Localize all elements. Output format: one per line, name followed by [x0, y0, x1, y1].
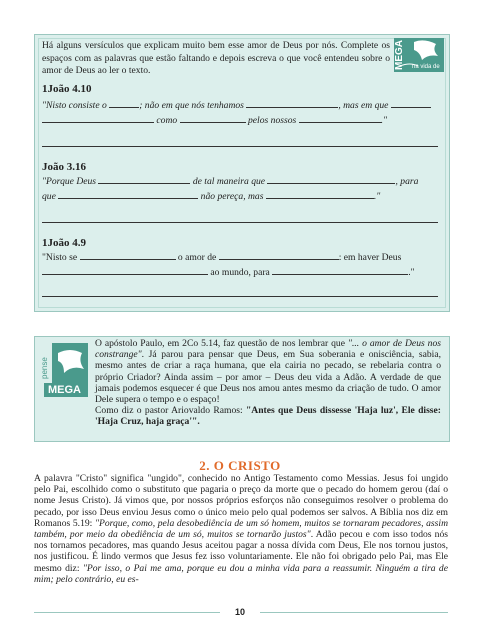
answer-line[interactable] — [42, 222, 438, 223]
blank[interactable] — [267, 174, 395, 184]
blank[interactable] — [246, 98, 338, 108]
answer-line[interactable] — [42, 146, 438, 147]
blank[interactable] — [58, 189, 198, 199]
mega-logo — [392, 36, 446, 74]
blank[interactable] — [391, 98, 431, 108]
exercise-title-1: 1João 4.10 — [42, 83, 92, 95]
mega-logo-word: MEGA — [394, 40, 405, 70]
blank[interactable] — [180, 113, 246, 123]
blank[interactable] — [109, 98, 139, 108]
mega-logo-sub: na vida de — [412, 64, 440, 70]
blank[interactable] — [98, 174, 190, 184]
blank[interactable] — [272, 265, 408, 275]
pense-label: pense — [40, 357, 49, 379]
intro-paragraph: Há alguns versículos que explicam muito bem esse amor de Deus por nós. Complete os espaços com as palavras que estão faltando e depois escreva o que você entendeu sobre o amor de Deus ao ler o texto. — [42, 40, 390, 77]
mega-label: MEGA — [48, 384, 81, 396]
exercise-title-3: 1João 4.9 — [42, 237, 86, 249]
exercise-text-2: "Porque Deus de tal maneira que , para que não pereça, mas ." — [42, 176, 419, 202]
page-number: 10 — [234, 607, 245, 617]
blank[interactable] — [299, 113, 381, 123]
section-title: 2. O CRISTO — [199, 458, 281, 473]
blank[interactable] — [266, 189, 374, 199]
exercise-text-3: "Nisto se o amor de : em haver Deus ao mundo, para ." — [42, 252, 415, 278]
pense-mega-logo — [40, 339, 90, 399]
answer-line[interactable] — [42, 296, 438, 297]
exercise-title-2: João 3.16 — [42, 161, 86, 173]
blank[interactable] — [80, 250, 176, 260]
reflection-text: O apóstolo Paulo, em 2Co 5.14, faz questão de nos lembrar que "... o amor de Deus nos constrange". Já parou para pensar que Deus, em Sua soberania e onisciência, sabia, mesmo antes de criar a raça humana, que ela cairia no pecado, se rebelaria contra o próprio Criador? Ainda assim – por amor – Deus deu vida a Adão. A verdade de que jamais podemos esquecer é que Deus nos amou antes mesmo da criação de tudo. O amor Dele supera o tempo e o espaço! Como diz o pastor Ariovaldo Ramos: "Antes que Deus dissesse 'Haja luz', Ele disse: 'Haja Cruz, haja graça'". — [95, 338, 441, 428]
blank[interactable] — [42, 265, 208, 275]
blank[interactable] — [42, 113, 154, 123]
body-paragraph: A palavra "Cristo" significa "ungido", conhecido no Antigo Testamento como Messias. Jesus foi ungido pelo Pai, escolhido como o substituto que pagaria o preço da morte que o pecado do homem gerou (daí o nome Jesus Cristo). Já vimos que, por nossos próprios esforços não conseguimos resolver o problema do pecado, por isso Deus enviou Jesus como o único meio pelo qual podemos ser salvos. A Bíblia nos diz em Romanos 5.19: "Porque, como, pela desobediência de um só homem, muitos se tornaram pecadores, assim também, por meio da obediência de um só, muitos se tornarão justos". Adão pecou e com isso todos nós nos tornamos pecadores, mas quando Jesus aceitou pagar a nossa dívida com Deus, Ele nos tornou justos, nos justificou. É lindo vermos que Jesus fez isso voluntariamente. Ele não foi obrigado pelo Pai, mas Ele mesmo diz: "Por isso, o Pai me ama, porque eu dou a minha vida para a reassumir. Ninguém a tira de mim; pelo contrário, eu es- — [34, 473, 448, 585]
blank[interactable] — [219, 250, 339, 260]
exercise-text-1: "Nisto consiste o ; não em que nós tenhamos , mas em que como pelos nossos ." — [42, 98, 438, 128]
